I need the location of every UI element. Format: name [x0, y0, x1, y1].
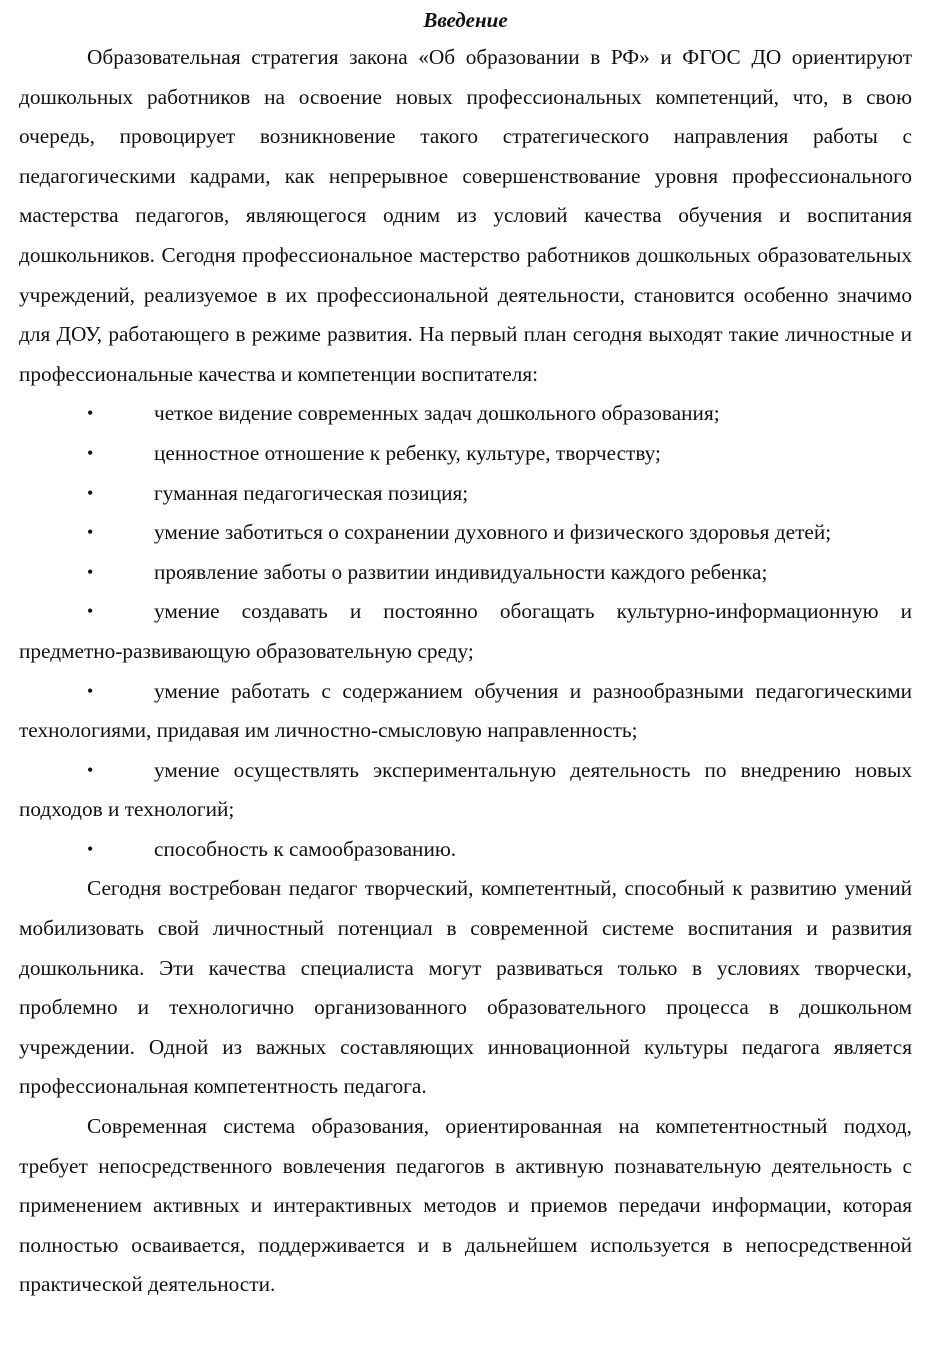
- document-title: Введение: [423, 8, 508, 32]
- bullet-icon: •: [87, 838, 94, 859]
- list-item: [19, 592, 912, 671]
- list-item: [19, 553, 912, 593]
- list-item-text: ценностное отношение к ребенку, культуре, творчеству;: [154, 440, 661, 465]
- list-item: [19, 434, 912, 474]
- competencies-list: [19, 394, 912, 869]
- list-item: [19, 513, 912, 553]
- list-item-text: умение заботиться о сохранении духовного и физического здоровья детей;: [154, 520, 832, 545]
- list-item: [19, 830, 912, 870]
- bullet-icon: •: [87, 759, 94, 780]
- list-item-text: четкое видение современных задач дошкольного образования;: [154, 401, 720, 426]
- list-item-text: проявление заботы о развитии индивидуальности каждого ребенка;: [154, 559, 768, 584]
- list-item-text: умение работать с содержанием обучения и разнообразными педагогическими технологиями, придавая им личностно-смысловую направленность;: [19, 678, 912, 743]
- list-item-text: способность к самообразованию.: [154, 836, 457, 861]
- list-item-text: гуманная педагогическая позиция;: [154, 480, 469, 505]
- list-item: [19, 394, 912, 434]
- list-item: [19, 751, 912, 830]
- intro-paragraph: Образовательная стратегия закона «Об образовании в РФ» и ФГОС ДО ориентируют дошкольных работников на освоение новых профессиональных компетенций, что, в свою очередь, провоцирует возникновение такого стратегического направления работы с педагогическими кадрами, как непрерывное совершенствование уровня профессионального мастерства педагогов, являющегося одним из условий качества обучения и воспитания дошкольников. Сегодня профессиональное мастерство работников дошкольных образовательных учреждений, реализуемое в их профессиональной деятельности, становится особенно значимо для ДОУ, работающего в режиме развития. На первый план сегодня выходят такие личностные и профессиональные качества и компетенции воспитателя:: [19, 45, 912, 386]
- list-item-text: умение создавать и постоянно обогащать культурно-информационную и предметно-развивающую образовательную среду;: [19, 599, 912, 663]
- document-page: [19, 6, 912, 1305]
- bullet-icon: •: [87, 680, 94, 701]
- body-paragraph: Сегодня востребован педагог творческий, компетентный, способный к развитию умений мобилизовать свой личностный потенциал в современной системе воспитания и развития дошкольника. Эти качества специалиста могут развиваться только в условиях творчески, проблемно и технологично организованного образовательного процесса в дошкольном учреждении. Одной из важных составляющих инновационной культуры педагога является профессиональная компетентность педагога.: [19, 876, 912, 1099]
- bullet-icon: •: [87, 403, 94, 424]
- bullet-icon: •: [87, 561, 94, 582]
- bullet-icon: •: [87, 482, 94, 503]
- bullet-icon: •: [87, 601, 94, 622]
- list-item: [19, 672, 912, 751]
- bullet-icon: •: [87, 442, 94, 463]
- body-paragraph: Современная система образования, ориентированная на компетентностный подход, требует непосредственного вовлечения педагогов в активную познавательную деятельность с применением активных и интерактивных методов и приемов передачи информации, которая полностью осваивается, поддерживается и в дальнейшем используется в непосредственной практической деятельности.: [19, 1114, 912, 1297]
- list-item: [19, 474, 912, 514]
- bullet-icon: •: [87, 522, 94, 543]
- list-item-text: умение осуществлять экспериментальную деятельность по внедрению новых подходов и технологий;: [19, 757, 912, 822]
